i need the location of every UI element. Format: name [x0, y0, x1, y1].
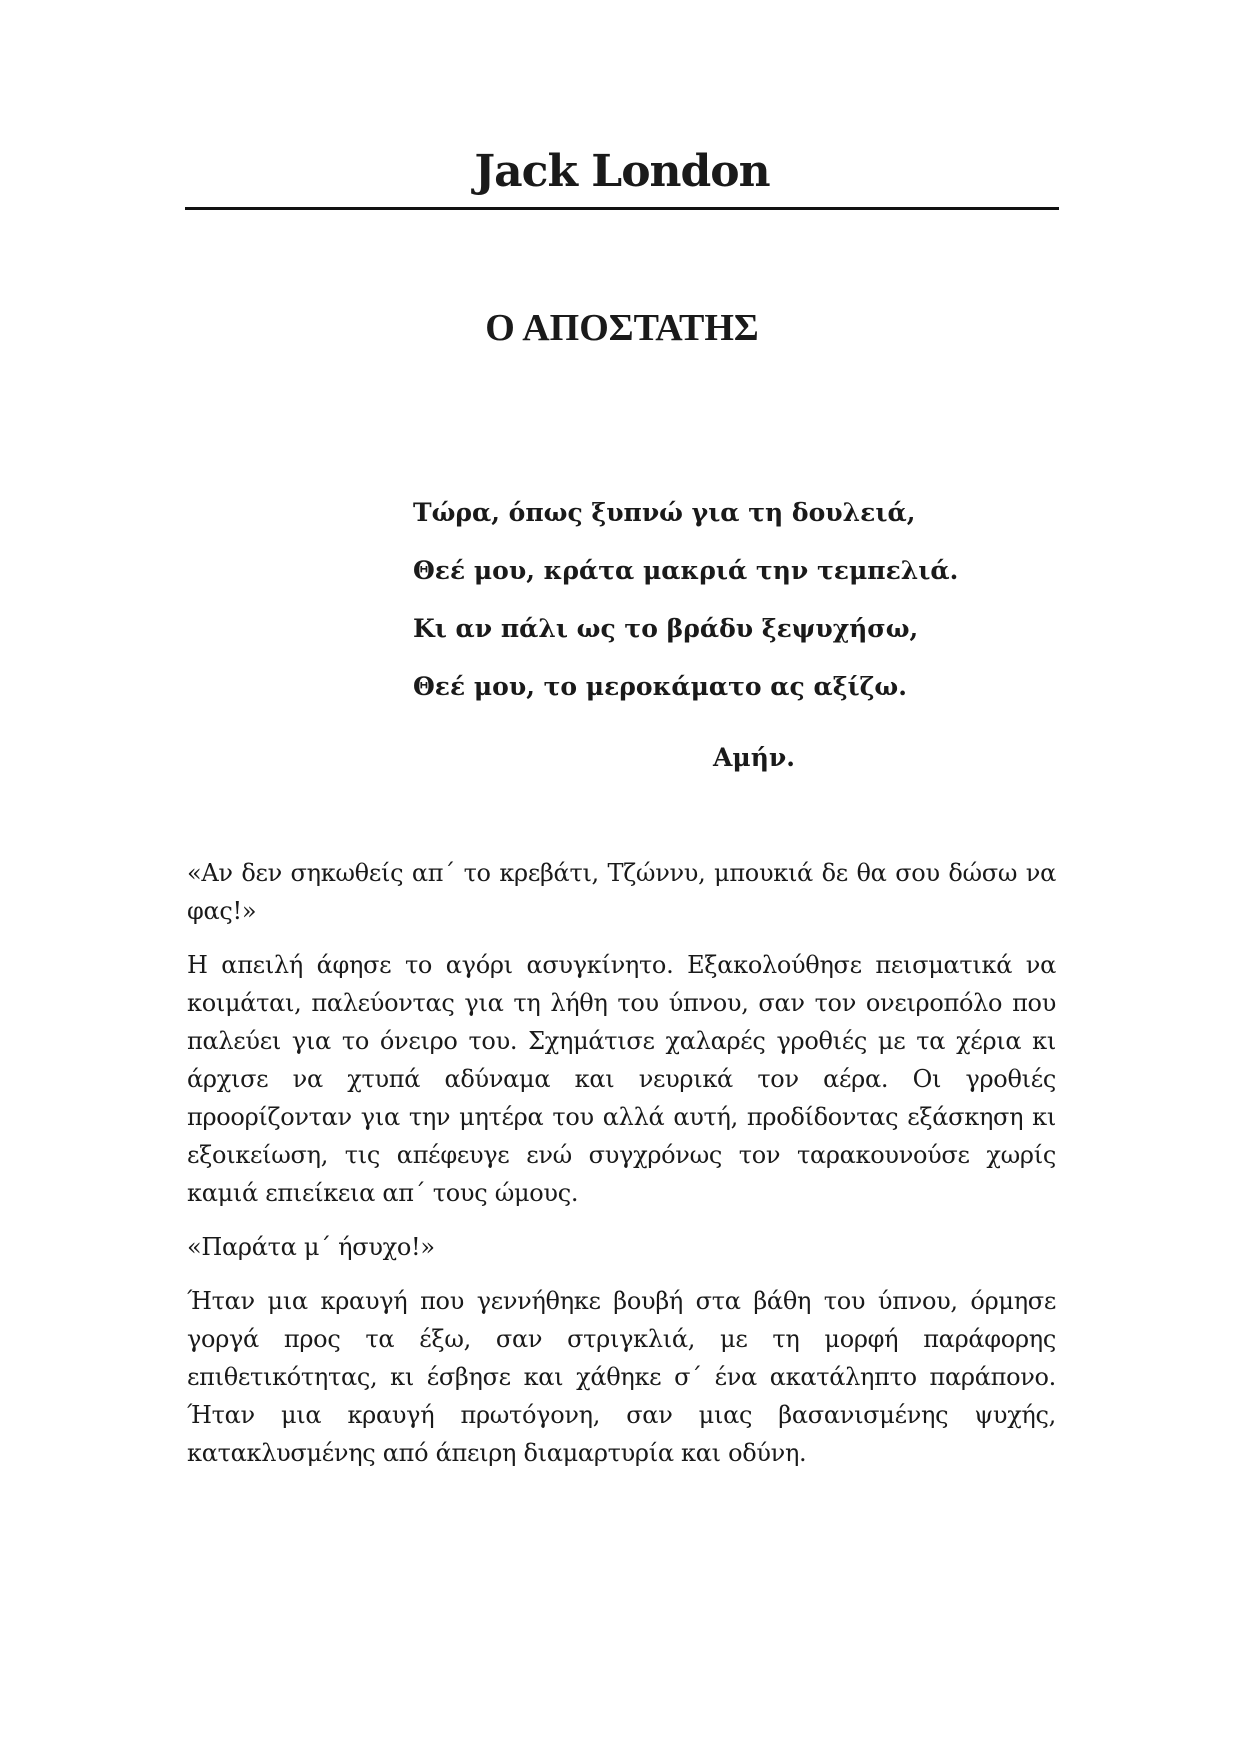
epigraph-line: Τώρα, όπως ξυπνώ για τη δουλειά, [413, 498, 916, 527]
paragraph: «Αν δεν σηκωθείς απ΄ το κρεβάτι, Τζώννυ, μπουκιά δε θα σου δώσω να φας!» [187, 859, 1056, 925]
epigraph-line: Θεέ μου, το μεροκάματο ας αξίζω. [413, 672, 907, 701]
paragraph: Ήταν μια κραυγή που γεννήθηκε βουβή στα βάθη του ύπνου, όρμησε γοργά προς τα έξω, σαν στριγκλιά, με τη μορφή παράφορης επιθετικότητας, κι έσβησε και χάθηκε σ΄ ένα ακατάληπτο παράπονο. Ήταν μια κραυγή πρωτόγονη, σαν μιας βασανισμένης ψυχής, κατακλυσμένης από άπειρη διαμαρτυρία και οδύνη. [187, 1287, 1056, 1467]
header-divider [185, 207, 1059, 210]
epigraph-closing: Αμήν. [713, 743, 795, 772]
paragraph: Η απειλή άφησε το αγόρι ασυγκίνητο. Εξακολούθησε πεισματικά να κοιμάται, παλεύοντας για τη λήθη του ύπνου, σαν τον ονειροπόλο που παλεύει για το όνειρο του. Σχημάτισε χαλαρές γροθιές με τα χέρια κι άρχισε να χτυπά αδύναμα και νευρικά τον αέρα. Οι γροθιές προορίζονταν για την μητέρα του αλλά αυτή, προδίδοντας εξάσκηση κι εξοικείωση, τις απέφευγε ενώ συγχρόνως τον ταρακουνούσε χωρίς καμιά επιείκεια απ΄ τους ώμους. [187, 951, 1056, 1207]
epigraph-line: Θεέ μου, κράτα μακριά την τεμπελιά. [413, 556, 959, 585]
story-body [187, 854, 1056, 1488]
paragraph: «Παράτα μ΄ ήσυχο!» [187, 1233, 435, 1261]
author-header: Jack London [474, 146, 770, 197]
epigraph-line: Κι αν πάλι ως το βράδυ ξεψυχήσω, [413, 614, 919, 643]
epigraph-poem [413, 496, 958, 728]
story-title: Ο ΑΠΟΣΤΑΤΗΣ [485, 307, 759, 349]
